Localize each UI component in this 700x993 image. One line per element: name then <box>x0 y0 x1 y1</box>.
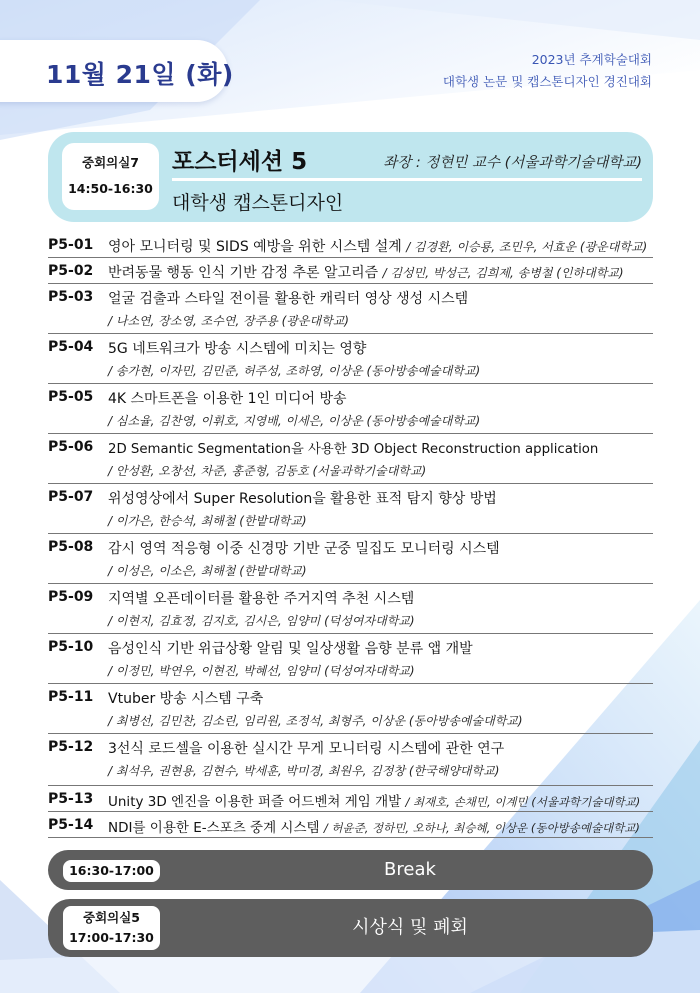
paper-row <box>48 258 653 284</box>
paper-title: 음성인식 기반 위급상황 알림 및 일상생활 음향 분류 앱 개발 <box>108 641 473 657</box>
session-room-time <box>62 143 159 210</box>
closing-time: 17:00-17:30 <box>69 930 154 945</box>
paper-row <box>48 534 653 584</box>
paper-title: 위성영상에서 Super Resolution을 활용한 표적 탐지 향상 방법 <box>108 491 497 507</box>
paper-authors: / 최재호, 손채민, 이계민 (서울과학기술대학교) <box>405 795 641 809</box>
paper-title <box>108 790 640 810</box>
paper-code: P5-09 <box>48 589 94 605</box>
break-label: Break <box>384 859 436 880</box>
session-time: 14:50-16:30 <box>68 181 153 196</box>
paper-authors: / 송가현, 이자민, 김민준, 허주성, 조하영, 이상운 (동아방송예술대학교) <box>108 364 481 378</box>
session-subtitle: 대학생 캡스톤디자인 <box>172 192 344 214</box>
break-time: 16:30-17:00 <box>63 860 160 882</box>
conference-info <box>443 49 652 93</box>
paper-title: 5G 네트워크가 방송 시스템에 미치는 영향 <box>108 341 367 357</box>
paper-row <box>48 484 653 534</box>
paper-row <box>48 684 653 734</box>
paper-title <box>108 236 647 256</box>
paper-row <box>48 384 653 434</box>
paper-code: P5-13 <box>48 791 94 807</box>
paper-row <box>48 634 653 684</box>
paper-authors: / 최병선, 김민찬, 김소린, 임리원, 조정석, 최형주, 이상운 (동아방송예술대학교) <box>108 714 523 728</box>
paper-code: P5-12 <box>48 739 94 755</box>
paper-row <box>48 334 653 384</box>
paper-title-text: 반려동물 행동 인식 기반 감정 추론 알고리즘 <box>108 265 379 281</box>
conference-subtitle: 대학생 논문 및 캡스톤디자인 경진대회 <box>442 74 652 89</box>
paper-row <box>48 284 653 334</box>
event-date: 11월 21일 (화) <box>46 60 234 89</box>
paper-title: Vtuber 방송 시스템 구축 <box>108 691 264 707</box>
divider <box>172 178 642 181</box>
paper-title: 감시 영역 적응형 이중 신경망 기반 군중 밀집도 모니터링 시스템 <box>108 541 500 557</box>
paper-authors: / 안성환, 오창선, 차준, 홍준형, 김동호 (서울과학기술대학교) <box>108 464 427 478</box>
session-title: 포스터세션 5 <box>172 149 308 175</box>
paper-authors: / 이정민, 박연우, 이현진, 박혜선, 임양미 (덕성여자대학교) <box>108 664 415 678</box>
paper-code: P5-07 <box>48 489 94 505</box>
paper-authors: / 김경환, 이승룡, 조민우, 서효운 (광운대학교) <box>406 240 648 254</box>
paper-code: P5-04 <box>48 339 94 355</box>
paper-authors: / 이가은, 한승석, 최해철 (한밭대학교) <box>108 514 307 528</box>
paper-authors: / 최석우, 권현용, 김현수, 박세훈, 박미경, 최원우, 김정창 (한국해양대학교) <box>108 764 500 778</box>
paper-title <box>108 262 624 282</box>
paper-row <box>48 734 653 786</box>
paper-code: P5-01 <box>48 237 94 253</box>
paper-authors: / 김성민, 박성근, 김희제, 송병철 (인하대학교) <box>382 266 624 280</box>
paper-code: P5-14 <box>48 817 94 833</box>
conference-title: 2023년 추계학술대회 <box>531 52 652 67</box>
paper-row <box>48 584 653 634</box>
paper-authors: / 이현지, 김효정, 김지호, 김시은, 임양미 (덕성여자대학교) <box>108 614 415 628</box>
paper-authors: / 나소연, 장소영, 조수연, 장주용 (광운대학교) <box>108 314 349 328</box>
paper-row <box>48 232 653 258</box>
paper-row <box>48 786 653 812</box>
paper-authors: / 심소율, 김찬영, 이휘호, 지영배, 이세은, 이상운 (동아방송예술대학교) <box>108 414 481 428</box>
paper-code: P5-05 <box>48 389 94 405</box>
paper-title: 지역별 오픈데이터를 활용한 주거지역 추천 시스템 <box>108 591 415 607</box>
paper-code: P5-08 <box>48 539 94 555</box>
paper-title: 4K 스마트폰을 이용한 1인 미디어 방송 <box>108 391 347 407</box>
paper-title <box>108 816 640 836</box>
session-room: 중회의실7 <box>82 155 139 170</box>
closing-room-time <box>63 906 160 950</box>
paper-code: P5-03 <box>48 289 94 305</box>
paper-code: P5-10 <box>48 639 94 655</box>
closing-room: 중회의실5 <box>83 910 140 925</box>
paper-row <box>48 812 653 838</box>
paper-authors: / 이성은, 이소은, 최해철 (한밭대학교) <box>108 564 307 578</box>
paper-row <box>48 434 653 484</box>
paper-title-text: 영아 모니터링 및 SIDS 예방을 위한 시스템 설계 <box>108 239 402 255</box>
session-chair: 좌장 : 정현민 교수 (서울과학기술대학교) <box>383 155 642 171</box>
paper-code: P5-11 <box>48 689 94 705</box>
paper-title-text: NDI를 이용한 E-스포츠 중계 시스템 <box>108 820 320 836</box>
paper-title: 얼굴 검출과 스타일 전이를 활용한 캐릭터 영상 생성 시스템 <box>108 291 469 307</box>
paper-code: P5-02 <box>48 263 94 279</box>
paper-title: 3선식 로드셀을 이용한 실시간 무게 모니터링 시스템에 관한 연구 <box>108 741 505 757</box>
paper-code: P5-06 <box>48 439 94 455</box>
closing-label: 시상식 및 폐회 <box>352 917 468 938</box>
paper-authors: / 허윤준, 정하민, 오하나, 최승혜, 이상운 (동아방송예술대학교) <box>323 821 640 835</box>
paper-title-text: Unity 3D 엔진을 이용한 퍼즐 어드벤쳐 게임 개발 <box>108 794 402 810</box>
paper-title: 2D Semantic Segmentation을 사용한 3D Object Reconstruction application <box>108 442 599 457</box>
